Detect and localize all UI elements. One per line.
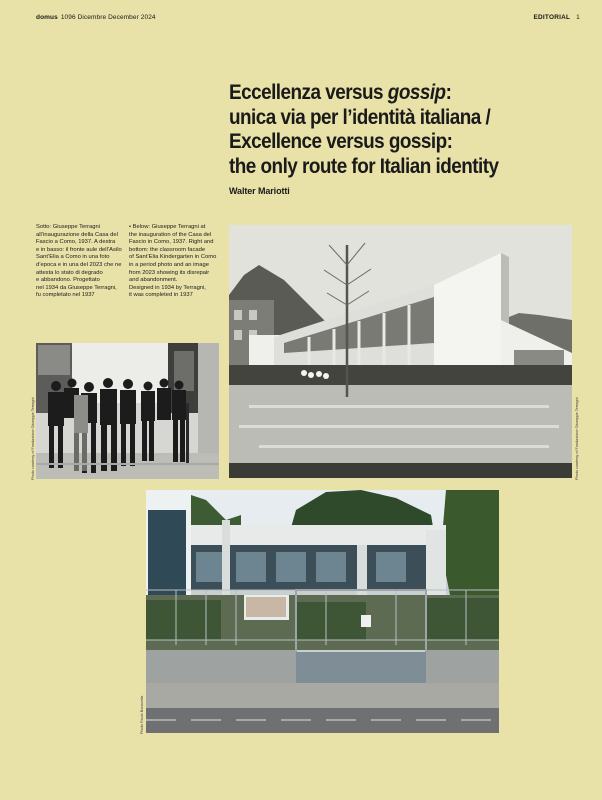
caption-english: • Below: Giuseppe Terragni at the inauguration of the Casa del Fascio in Como, 1937. Right and bottom: the classroom facade of Sant’Elia Kindergarten in Como in a period photo and an image from 2023 showing its disrepair and abandonment. Designed in 1934 by Terragni, it was completed in 1937: [129, 224, 217, 299]
photo-santelia-period: [229, 225, 572, 478]
magazine-brand: domus: [36, 14, 58, 21]
title-line-3: Excellence versus gossip:: [229, 129, 453, 153]
photo-santelia-2023: [146, 490, 499, 733]
author-byline: Walter Mariotti: [229, 186, 290, 196]
photo-credit-3: Photo Paolo Bonavella: [140, 695, 144, 734]
photo-terragni-inauguration: [36, 343, 219, 479]
photo-credit-1: Photo courtesy of Fondazione Giuseppe Terragni: [31, 397, 35, 480]
title-line-2: unica via per l’identità italiana /: [229, 104, 491, 129]
article-title: [229, 80, 546, 178]
photo-credit-2: Photo courtesy of Fondazione Giuseppe Terragni: [575, 397, 579, 480]
caption-italian: Sotto: Giuseppe Terragni all’inaugurazione della Casa del Fascio a Como, 1937. A destra e in basso: il fronte aule dell’Asilo Sant’Elia a Como in una foto d’epoca e in una del 2023 che ne attesta lo stato di degrado e abbandono. Progettato nel 1934 da Giuseppe Terragni, fu completato nel 1937: [36, 224, 122, 299]
title-line-4: the only route for Italian identity: [229, 153, 499, 178]
running-header-right: [533, 14, 580, 21]
issue-info: 1096 Dicembre December 2024: [60, 14, 156, 21]
page-number: 1: [576, 14, 580, 21]
title-line-1: Eccellenza versus gossip:: [229, 80, 452, 104]
running-header-left: [36, 14, 156, 21]
section-label: EDITORIAL: [533, 14, 571, 21]
